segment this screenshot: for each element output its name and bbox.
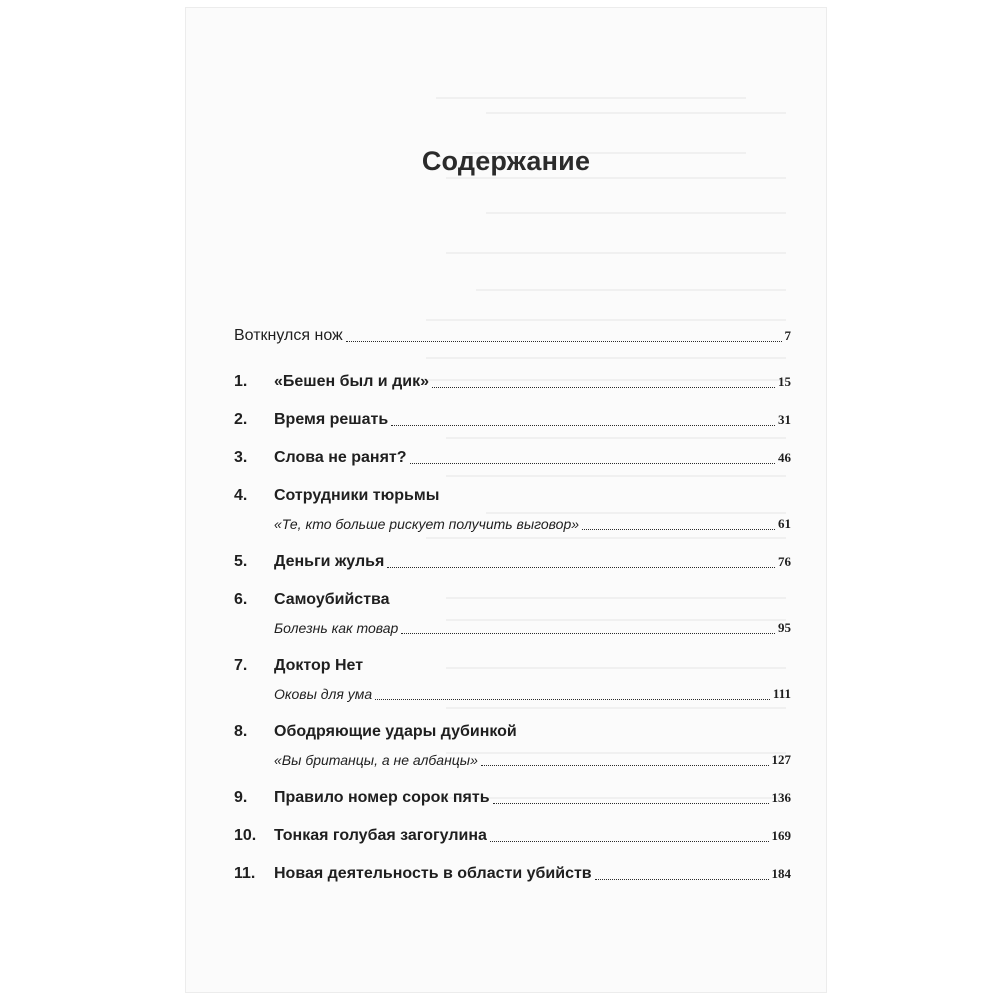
table-of-contents — [234, 324, 791, 886]
dot-leader — [493, 802, 769, 804]
toc-entry-number: 3. — [234, 449, 248, 466]
toc-entry-title: «Бешен был и дик» — [274, 373, 429, 390]
toc-entry — [234, 588, 791, 640]
toc-entry — [234, 370, 791, 394]
toc-page-number: 76 — [778, 554, 791, 569]
toc-entry — [234, 408, 791, 432]
toc-page-number: 111 — [772, 686, 791, 701]
dot-leader — [595, 878, 769, 880]
dot-leader — [346, 340, 782, 342]
toc-entry-number: 5. — [234, 553, 248, 570]
toc-page-number: 136 — [771, 790, 791, 805]
dot-leader — [387, 566, 775, 568]
toc-entry-number: 7. — [234, 657, 248, 674]
toc-entry-number: 6. — [234, 591, 248, 608]
toc-entry — [234, 446, 791, 470]
toc-entry-title: Доктор Нет — [274, 657, 364, 674]
toc-entry-number: 11. — [234, 865, 256, 882]
toc-entry-number: 1. — [234, 373, 248, 390]
toc-page-number: 31 — [778, 412, 791, 427]
toc-page-number: 15 — [778, 374, 791, 389]
toc-entry — [234, 654, 791, 706]
toc-entry-number: 8. — [234, 723, 248, 740]
toc-page-number: 46 — [778, 450, 791, 465]
dot-leader — [490, 840, 769, 842]
toc-entry — [234, 324, 791, 348]
dot-leader — [432, 386, 775, 388]
toc-page-number: 95 — [778, 620, 791, 635]
dot-leader — [391, 424, 775, 426]
toc-page-number: 61 — [778, 516, 791, 531]
toc-entry — [234, 824, 791, 848]
toc-entry-number: 4. — [234, 487, 248, 504]
toc-entry-title: Сотрудники тюрьмы — [274, 487, 440, 504]
dot-leader — [375, 698, 770, 700]
toc-entry-subtitle: Оковы для ума — [274, 686, 373, 702]
toc-entry-title: Воткнулся нож — [234, 327, 343, 344]
toc-entry-title: Новая деятельность в области убийств — [274, 865, 592, 882]
toc-entry-number: 10. — [234, 827, 257, 844]
toc-entry-number: 2. — [234, 411, 248, 428]
toc-page-number: 184 — [771, 866, 791, 881]
toc-entry-number: 9. — [234, 789, 248, 806]
toc-entry-subtitle: «Вы британцы, а не албанцы» — [274, 752, 478, 768]
toc-entry-title: Правило номер сорок пять — [274, 789, 490, 806]
toc-entry-title: Ободряющие удары дубинкой — [274, 723, 517, 740]
toc-page-number: 127 — [771, 752, 791, 767]
dot-leader — [401, 632, 775, 634]
toc-entry — [234, 862, 791, 886]
toc-page-number: 169 — [771, 828, 791, 843]
toc-entry-title: Деньги жулья — [274, 553, 385, 570]
toc-entry-title: Тонкая голубая загогулина — [274, 827, 487, 844]
toc-entry-subtitle: «Те, кто больше рискует получить выговор» — [274, 516, 580, 532]
toc-entry — [234, 550, 791, 574]
book-page — [186, 8, 826, 992]
dot-leader — [410, 462, 775, 464]
toc-entry — [234, 484, 791, 536]
dot-leader — [582, 528, 775, 530]
toc-page-number: 7 — [784, 328, 791, 343]
page-title: Содержание — [421, 146, 591, 176]
dot-leader — [481, 764, 769, 766]
toc-entry-subtitle: Болезнь как товар — [274, 620, 399, 636]
toc-entry — [234, 786, 791, 810]
toc-entry-title: Слова не ранят? — [274, 449, 407, 466]
toc-entry-title: Самоубийства — [274, 591, 390, 608]
toc-entry-title: Время решать — [274, 411, 389, 428]
toc-entry — [234, 720, 791, 772]
